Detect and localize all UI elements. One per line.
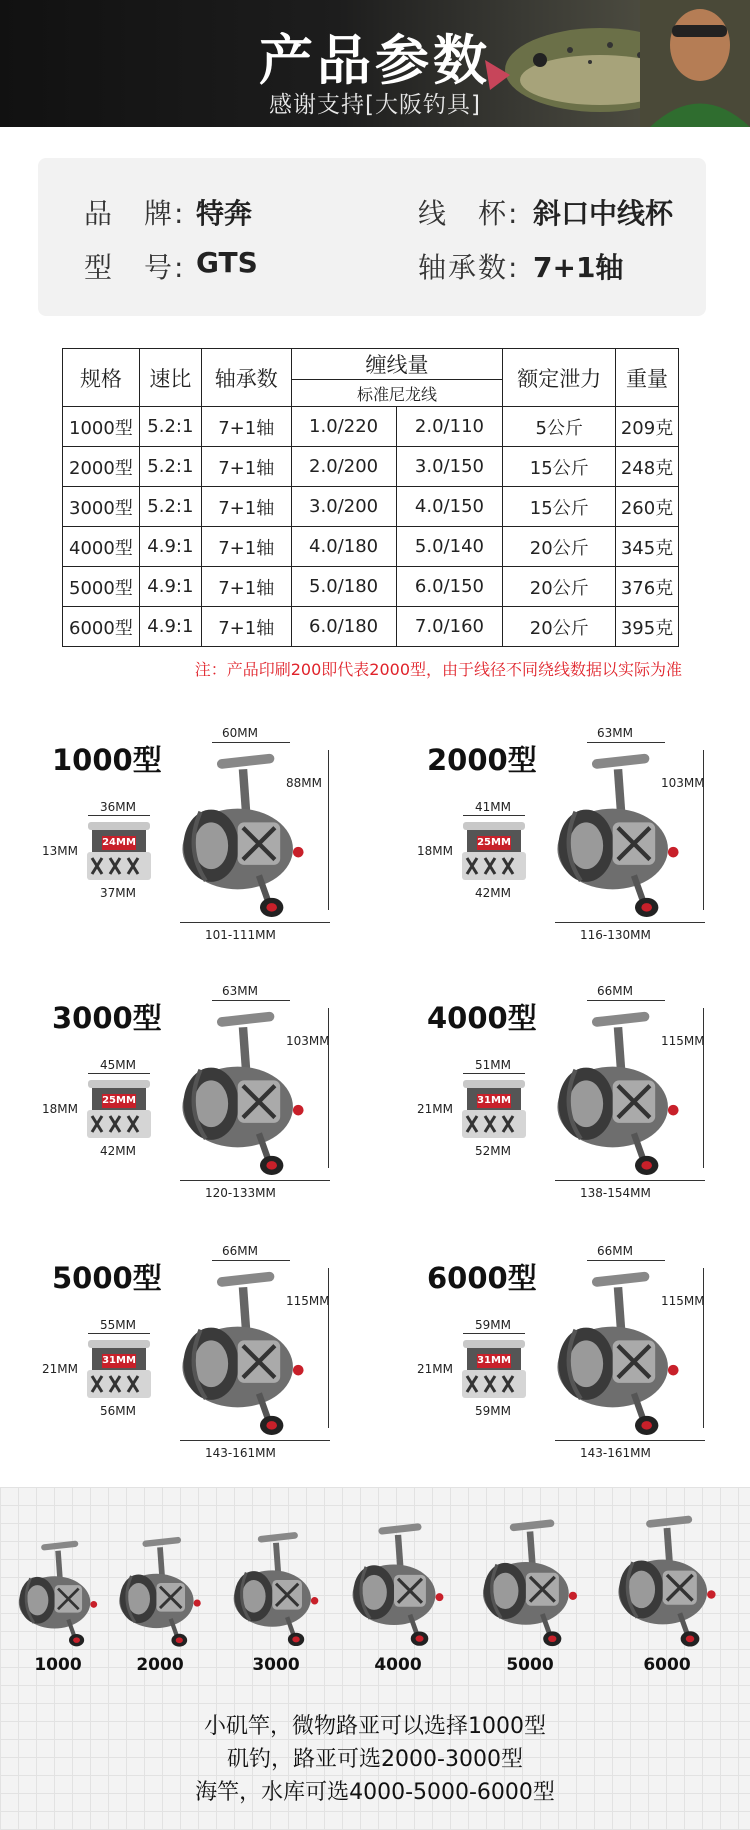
length-dim: 138-154MM [580,1186,651,1200]
table-cell: 5.2:1 [139,407,201,447]
dim-line [328,1268,329,1428]
recommend-line-1: 小矶竿，微物路亚可以选择1000型 [204,1714,546,1739]
table-cell: 6000型 [63,607,140,647]
table-cell: 5.2:1 [139,447,201,487]
spool-side-dim: 18MM [417,844,453,858]
table-cell: 3.0/150 [396,447,503,487]
dim-line [555,1440,705,1441]
table-cell: 4.0/180 [291,527,396,567]
spool-icon [84,820,154,882]
table-cell: 6.0/150 [396,567,503,607]
spool-top-dim: 45MM [100,1058,136,1072]
table-cell: 2.0/110 [396,407,503,447]
dim-line [212,1260,290,1261]
dim-line [88,1073,150,1074]
table-cell: 7+1轴 [201,447,291,487]
length-dim: 143-161MM [580,1446,651,1460]
dim-line [212,1000,290,1001]
table-cell: 395克 [616,607,679,647]
table-cell: 7.0/160 [396,607,503,647]
dim-line [180,1180,330,1181]
table-cell: 5.0/180 [291,567,396,607]
spool-icon [459,820,529,882]
table-cell: 2000型 [63,447,140,487]
spool-side-dim: 21MM [417,1102,453,1116]
table-cell: 1.0/220 [291,407,396,447]
table-cell: 15公斤 [503,447,616,487]
lineup-label: 6000 [643,1655,691,1675]
length-dim: 120-133MM [205,1186,276,1200]
spool-mid-dim: 25MM [477,837,511,848]
bearing-label: 轴承数: [418,251,520,284]
handle-dim: 66MM [597,1244,633,1258]
dim-line [555,1180,705,1181]
reel-block [375,1240,750,1495]
model-title: 6000型 [427,1261,537,1295]
model-label: 型 号: [84,251,186,284]
handle-dim: 63MM [222,984,258,998]
reel-block [375,722,750,977]
col-weight: 重量 [616,349,679,407]
model-title: 1000型 [52,743,162,777]
table-cell: 7+1轴 [201,607,291,647]
cup-label: 线 杯: [418,197,520,230]
dim-line [555,922,705,923]
spool-bottom-dim: 52MM [475,1144,511,1158]
spool-icon [84,1078,154,1140]
spool-icon [459,1338,529,1400]
table-cell: 4.9:1 [139,527,201,567]
spool-bottom-dim: 37MM [100,886,136,900]
lineup-reel [605,1511,729,1651]
dim-line [703,750,704,910]
lineup-label: 5000 [506,1655,554,1675]
table-cell: 4.9:1 [139,567,201,607]
table-cell: 20公斤 [503,607,616,647]
model-title: 5000型 [52,1261,162,1295]
lineup-label: 3000 [252,1655,300,1675]
table-cell: 5.0/140 [396,527,503,567]
spool-mid-dim: 25MM [102,1095,136,1106]
col-drag: 额定泄力 [503,349,616,407]
dim-line [328,750,329,910]
height-dim: 115MM [286,1294,330,1308]
spool [84,1078,154,1144]
reel-block [375,980,750,1235]
recommend-line-3: 海竿，水库可选4000-5000-6000型 [195,1780,555,1805]
table-cell: 7+1轴 [201,567,291,607]
handle-dim: 63MM [597,726,633,740]
reel [168,1266,318,1440]
spool-top-dim: 59MM [475,1318,511,1332]
reel-icon [543,1266,693,1436]
dim-line [587,1000,665,1001]
dim-line [88,815,150,816]
spool-mid-dim: 24MM [102,837,136,848]
table-row [63,567,679,607]
spool-mid-dim: 31MM [102,1355,136,1366]
table-cell: 4.9:1 [139,607,201,647]
spool [459,820,529,886]
reel-block [0,980,375,1235]
spool [459,1338,529,1404]
table-cell: 4.0/150 [396,487,503,527]
height-dim: 115MM [661,1294,705,1308]
height-dim: 115MM [661,1034,705,1048]
col-capacity: 缠线量 [291,349,503,380]
dim-line [180,1440,330,1441]
height-dim: 88MM [286,776,322,790]
table-cell: 5.2:1 [139,487,201,527]
reel-lineup [0,1487,750,1830]
lineup-label: 4000 [374,1655,422,1675]
reel-icon [8,1537,108,1647]
dim-line [463,1073,525,1074]
length-dim: 101-111MM [205,928,276,942]
table-cell: 7+1轴 [201,487,291,527]
reel-icon [470,1515,590,1647]
table-row [63,407,679,447]
cup-value: 斜口中线杯 [533,197,674,230]
table-cell: 3.0/200 [291,487,396,527]
reel-icon [605,1511,729,1647]
handle-dim: 66MM [222,1244,258,1258]
table-cell: 3000型 [63,487,140,527]
lineup-reel [108,1533,212,1651]
dim-line [703,1008,704,1168]
reel-block [0,722,375,977]
spool [84,820,154,886]
col-bearing: 轴承数 [201,349,291,407]
table-cell: 4000型 [63,527,140,567]
table-header-row [63,349,679,380]
dim-line [88,1333,150,1334]
dim-line [463,1333,525,1334]
table-cell: 345克 [616,527,679,567]
brand-value: 特奔 [196,197,253,230]
spool-mid-dim: 31MM [477,1355,511,1366]
col-spec: 规格 [63,349,140,407]
reel-icon [340,1519,456,1647]
spool-top-dim: 51MM [475,1058,511,1072]
height-dim: 103MM [661,776,705,790]
spool-top-dim: 36MM [100,800,136,814]
reel [543,1266,693,1440]
spool-side-dim: 13MM [42,844,78,858]
spool-mid-dim: 31MM [477,1095,511,1106]
model-title: 4000型 [427,1001,537,1035]
lineup-reel [470,1515,590,1651]
col-capacity-sub: 标准尼龙线 [291,380,503,407]
reel-icon [543,748,693,918]
dim-line [212,742,290,743]
handle-dim: 60MM [222,726,258,740]
table-cell: 248克 [616,447,679,487]
height-dim: 103MM [286,1034,330,1048]
reel [543,1006,693,1180]
table-cell: 260克 [616,487,679,527]
brand-label: 品 牌: [84,197,186,230]
spool-side-dim: 18MM [42,1102,78,1116]
header-banner [0,0,750,127]
spool-bottom-dim: 59MM [475,1404,511,1418]
reel-icon [222,1528,330,1647]
spool [459,1078,529,1144]
table-row [63,527,679,567]
table-cell: 7+1轴 [201,527,291,567]
spool-icon [459,1078,529,1140]
spool-bottom-dim: 42MM [100,1144,136,1158]
table-cell: 1000型 [63,407,140,447]
table-cell: 6.0/180 [291,607,396,647]
spool [84,1338,154,1404]
table-row [63,447,679,487]
handle-dim: 66MM [597,984,633,998]
lineup-reel [8,1537,108,1651]
page-subtitle: 感谢支持[大阪钓具] [269,92,481,118]
spool-bottom-dim: 42MM [475,886,511,900]
table-row [63,607,679,647]
lineup-reel [340,1519,456,1651]
spool-top-dim: 55MM [100,1318,136,1332]
spec-table [62,348,679,647]
table-cell: 15公斤 [503,487,616,527]
spool-bottom-dim: 56MM [100,1404,136,1418]
reel-icon [168,1266,318,1436]
dim-line [587,742,665,743]
table-cell: 209克 [616,407,679,447]
recommend-line-2: 矶钓，路亚可选2000-3000型 [227,1747,523,1772]
lineup-label: 1000 [34,1655,82,1675]
spool-side-dim: 21MM [42,1362,78,1376]
spec-summary-box [38,158,706,316]
dim-line [328,1008,329,1168]
table-note: 注：产品印刷200即代表2000型，由于线径不同绕线数据以实际为准 [194,660,682,679]
length-dim: 116-130MM [580,928,651,942]
spool-icon [84,1338,154,1400]
dim-line [463,815,525,816]
reel-icon [543,1006,693,1176]
reel-icon [108,1533,212,1647]
table-cell: 20公斤 [503,527,616,567]
model-title: 3000型 [52,1001,162,1035]
reel-icon [168,1006,318,1176]
lineup-reel [222,1528,330,1651]
reel-icon [168,748,318,918]
table-cell: 5公斤 [503,407,616,447]
table-cell: 20公斤 [503,567,616,607]
spool-top-dim: 41MM [475,800,511,814]
lineup-label: 2000 [136,1655,184,1675]
table-row [63,487,679,527]
reel [543,748,693,922]
reel [168,748,318,922]
table-cell: 5000型 [63,567,140,607]
reel [168,1006,318,1180]
model-value: GTS [196,246,258,279]
dim-line [703,1268,704,1428]
table-cell: 7+1轴 [201,407,291,447]
dim-line [180,922,330,923]
table-cell: 2.0/200 [291,447,396,487]
col-ratio: 速比 [139,349,201,407]
length-dim: 143-161MM [205,1446,276,1460]
bearing-value: 7+1轴 [533,251,624,284]
reel-block [0,1240,375,1495]
dim-line [587,1260,665,1261]
table-cell: 376克 [616,567,679,607]
model-title: 2000型 [427,743,537,777]
page-title: 产品参数 [259,29,491,92]
spool-side-dim: 21MM [417,1362,453,1376]
